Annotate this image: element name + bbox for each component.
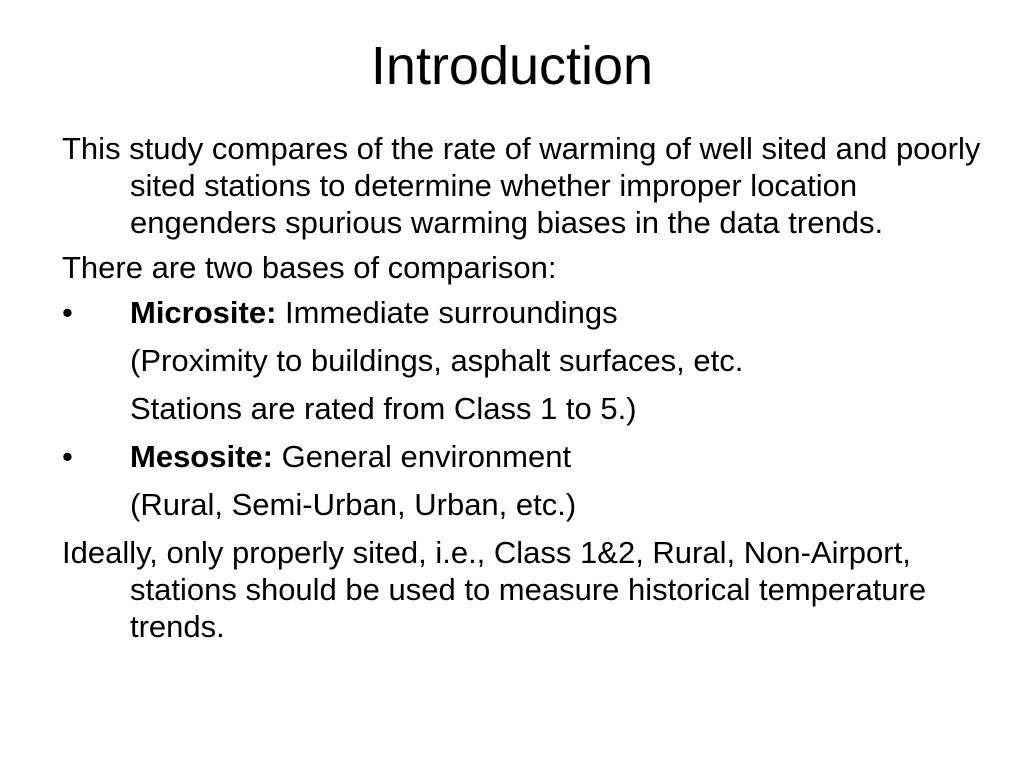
bullet-term: Mesosite:: [130, 439, 273, 474]
bullet-microsite: [62, 294, 982, 331]
bullet-term: Microsite:: [130, 295, 277, 330]
bullet-marker: •: [62, 439, 73, 474]
bases-intro-paragraph: There are two bases of comparison:: [62, 250, 557, 285]
intro-paragraph: This study compares of the rate of warming of well sited and poorly sited stations to determine whether improper location engenders spurious warming biases in the data trends.: [62, 131, 981, 240]
bullet-subline: Stations are rated from Class 1 to 5.): [130, 391, 637, 426]
bullet-subline: (Rural, Semi-Urban, Urban, etc.): [130, 487, 577, 522]
bullet-mesosite: [62, 438, 982, 475]
slide-title: Introduction: [370, 36, 654, 96]
conclusion-paragraph: Ideally, only properly sited, i.e., Class 1&2, Rural, Non-Airport, stations should be used to measure historical temperature trends.: [62, 535, 927, 644]
bullet-text: General environment: [272, 439, 572, 474]
bullet-subline: (Proximity to buildings, asphalt surfaces, etc.: [130, 343, 744, 378]
bullet-text: Immediate surroundings: [276, 295, 618, 330]
slide-body: [62, 130, 982, 653]
bullet-marker: •: [62, 295, 73, 330]
